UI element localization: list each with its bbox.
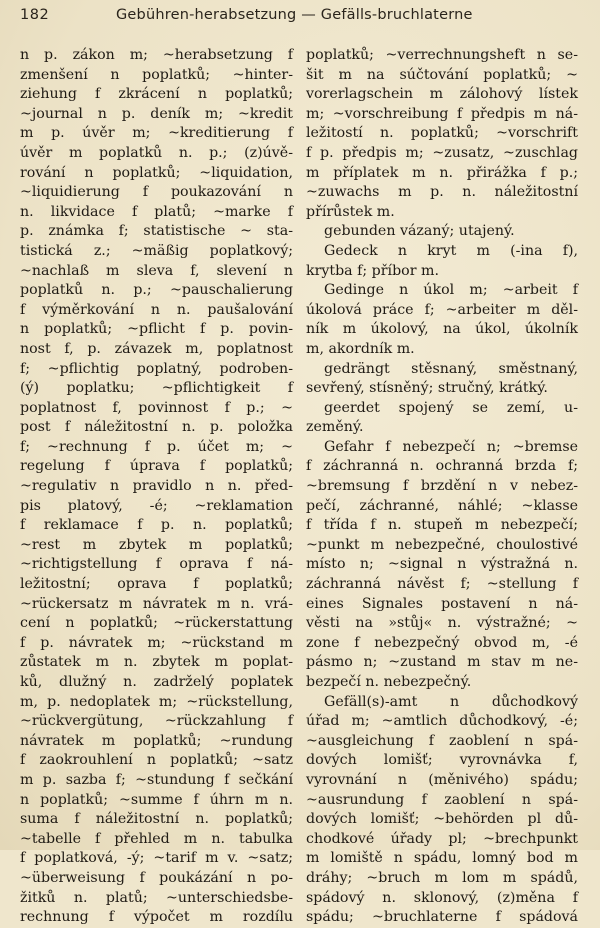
text-line: (ý) poplatku; ~pflichtigkeit f (20, 380, 293, 397)
text-line: m; ~vorschreibung f předpis m ná- (306, 105, 578, 122)
page-header (18, 4, 590, 26)
text-line: návratek m poplatků; ~rundung (20, 732, 293, 749)
text-line: ~journal n p. deník m; ~kredit (20, 105, 293, 122)
text-line: pečí, záchranné, náhlé; ~klasse (306, 497, 578, 514)
text-line: f reklamace f p. n. poplatků; (20, 517, 293, 534)
text-line: suma f náležitostní n. poplatků; (20, 811, 293, 828)
text-line: záchranná návěst f; ~stellung f (306, 576, 578, 593)
text-line: žitků n. platů; ~unterschiedsbe- (20, 889, 293, 906)
text-line: ~punkt m nebezpečné, choulostivé (306, 536, 578, 553)
text-line: ~tabelle f přehled m n. tabulka (20, 830, 293, 847)
text-line: přírůstek m. (306, 203, 395, 220)
text-line: f třída f n. stupeň m nebezpečí; (306, 517, 578, 534)
text-line: poplatků; ~verrechnungsheft n se- (306, 47, 578, 63)
text-line: f; ~pflichtig poplatný, podroben- (20, 360, 293, 377)
text-line: regelung f úprava f poplatků; (20, 458, 293, 475)
text-line: f poplatková, -ý; ~tarif m v. ~satz; (20, 850, 293, 867)
page-number: 182 (20, 7, 50, 23)
text-line: post f náležitostní n. p. položka (20, 419, 293, 436)
text-line: ~bremsung f brzdění n v nebez- (306, 478, 578, 495)
text-line: ~rest m zbytek m poplatků; (20, 536, 293, 553)
text-line: vyrovnání n (měnivého) spádu; (306, 771, 578, 788)
text-line: zone f nebezpečný obvod m, -é (306, 634, 578, 651)
text-line: m p. úvěr m; ~kreditierung f (20, 125, 293, 142)
text-line: místo n; ~signal n výstražná n. (306, 556, 578, 573)
entry-headword-line: gebunden vázaný; utajený. (324, 223, 515, 240)
text-line: zůstatek m n. zbytek m poplat- (20, 654, 293, 671)
text-line: tistická z.; ~mäßig poplatkový; (20, 242, 293, 259)
text-line: nost f, p. závazek m, poplatnost (20, 340, 293, 357)
text-line: p. známka f; statistische ~ sta- (20, 223, 293, 240)
text-line: cení n poplatků; ~rückerstattung (20, 615, 293, 632)
text-line: f p. návratek m; ~rückstand m (20, 634, 293, 651)
text-line: m, akordník m. (306, 340, 415, 357)
text-line: věsti na »stůj« n. výstražné; ~ (306, 615, 578, 632)
text-line: dových lomišť; ~behörden pl dů- (306, 811, 578, 828)
text-line: ~liquidierung f poukazování n (20, 184, 293, 201)
text-line: f; ~rechnung f p. účet m; ~ (20, 438, 293, 455)
entry-headword-line: Gedeck n kryt m (-ina f), (324, 242, 578, 259)
text-line: m, p. nedoplatek m; ~rückstellung, (20, 693, 293, 710)
text-line: n poplatků; ~summe f úhrn m n. (20, 791, 293, 808)
text-line: sevřený, stísněný; stručný, krátký. (306, 380, 548, 397)
text-line: ~ausrundung f zaoblení n spá- (306, 791, 578, 808)
text-line: ~rückvergütung, ~rückzahlung f (20, 713, 293, 730)
text-line: rování n poplatků; ~liquidation, (20, 164, 293, 181)
entry-headword-line: Gedinge n úkol m; ~arbeit f (324, 282, 578, 299)
text-line: m p. sazba f; ~stundung f sečkání (20, 771, 293, 788)
text-line: rechnung f výpočet m rozdílu (20, 909, 293, 926)
text-line: úvěr m poplatků n. p.; (z)úvě- (20, 144, 293, 161)
text-line: ~ausgleichung f zaoblení n spá- (306, 732, 578, 749)
text-line: ~regulativ n pravidlo n n. před- (20, 478, 293, 495)
text-line: krytba f; příbor m. (306, 262, 439, 279)
running-head: Gebühren-herabsetzung — Gefälls-bruchlaterne (116, 7, 473, 23)
text-line: ziehung f zkrácení n poplatků; (20, 86, 293, 103)
text-line: ník m úkolový, na úkol, úkolník (306, 321, 578, 338)
text-line: spádu; ~bruchlaterne f spádová (306, 909, 578, 926)
left-column (20, 46, 293, 926)
text-line: ~überweisung f poukázání n po- (20, 869, 293, 886)
text-line: m příplatek m n. přirážka f p.; (306, 164, 578, 181)
text-line: f zaokrouhlení n poplatků; ~satz (20, 752, 293, 769)
text-line: vorerlagschein m zálohový lístek (306, 86, 578, 103)
text-line: poplatků n. p.; ~pauschalierung (20, 282, 293, 299)
text-line: eines Signales postavení n ná- (306, 595, 578, 612)
entry-headword-line: Gefäll(s)-amt n důchodkový (324, 693, 578, 710)
text-line: poplatnost f, povinnost f p.; ~ (20, 399, 293, 416)
text-line: chodkové úřady pl; ~brechpunkt (306, 830, 578, 847)
entry-headword-line: gedrängt stěsnaný, směstnaný, (324, 360, 578, 377)
text-line: dráhy; ~bruch m lom m spádů, (306, 869, 578, 886)
text-line: šit m na súčtování poplatků; ~ (306, 66, 578, 83)
text-line: ků, dlužný n. zadrželý poplatek (20, 674, 293, 690)
text-line: ležitostí n. poplatků; ~vorschrift (306, 125, 578, 142)
text-line: n p. zákon m; ~herabsetzung f (20, 47, 293, 63)
text-line: n. likvidace f platů; ~marke f (20, 203, 293, 220)
text-line: ~zuwachs m p. n. náležitostní (306, 184, 578, 201)
text-line: ~richtigstellung f oprava f ná- (20, 556, 293, 573)
text-line: úřad m; ~amtlich důchodkový, -é; (306, 713, 578, 730)
text-line: f výměrkování n n. paušalování (20, 301, 293, 318)
text-line: m lomiště n spádu, lomný bod m (306, 850, 578, 867)
text-line: pásmo n; ~zustand m stav m ne- (306, 654, 578, 671)
entry-headword-line: Gefahr f nebezpečí n; ~bremse (324, 438, 578, 455)
text-line: zmenšení n poplatků; ~hinter- (20, 66, 293, 83)
text-line: zeměný. (306, 419, 364, 436)
text-line: dových lomišť; vyrovnávka f, (306, 752, 578, 769)
entry-headword-line: geerdet spojený se zemí, u- (324, 399, 578, 416)
text-line: ~rückersatz m návratek m n. vrá- (20, 595, 293, 612)
text-line: pis platový, -é; ~reklamation (20, 497, 293, 514)
text-line: ~nachlaß m sleva f, slevení n (20, 262, 293, 279)
text-line: bezpečí n. nebezpečný. (306, 674, 472, 690)
text-line: spádový n. sklonový, (z)měna f (306, 889, 578, 906)
text-line: ležitostní; oprava f poplatků; (20, 576, 293, 593)
text-line: f p. předpis m; ~zusatz, ~zuschlag (306, 144, 578, 161)
text-line: úkolová práce f; ~arbeiter m děl- (306, 301, 578, 318)
right-column (306, 46, 578, 926)
text-line: f záchranná n. ochranná brzda f; (306, 458, 578, 475)
text-line: n poplatků; ~pflicht f p. povin- (20, 321, 293, 338)
